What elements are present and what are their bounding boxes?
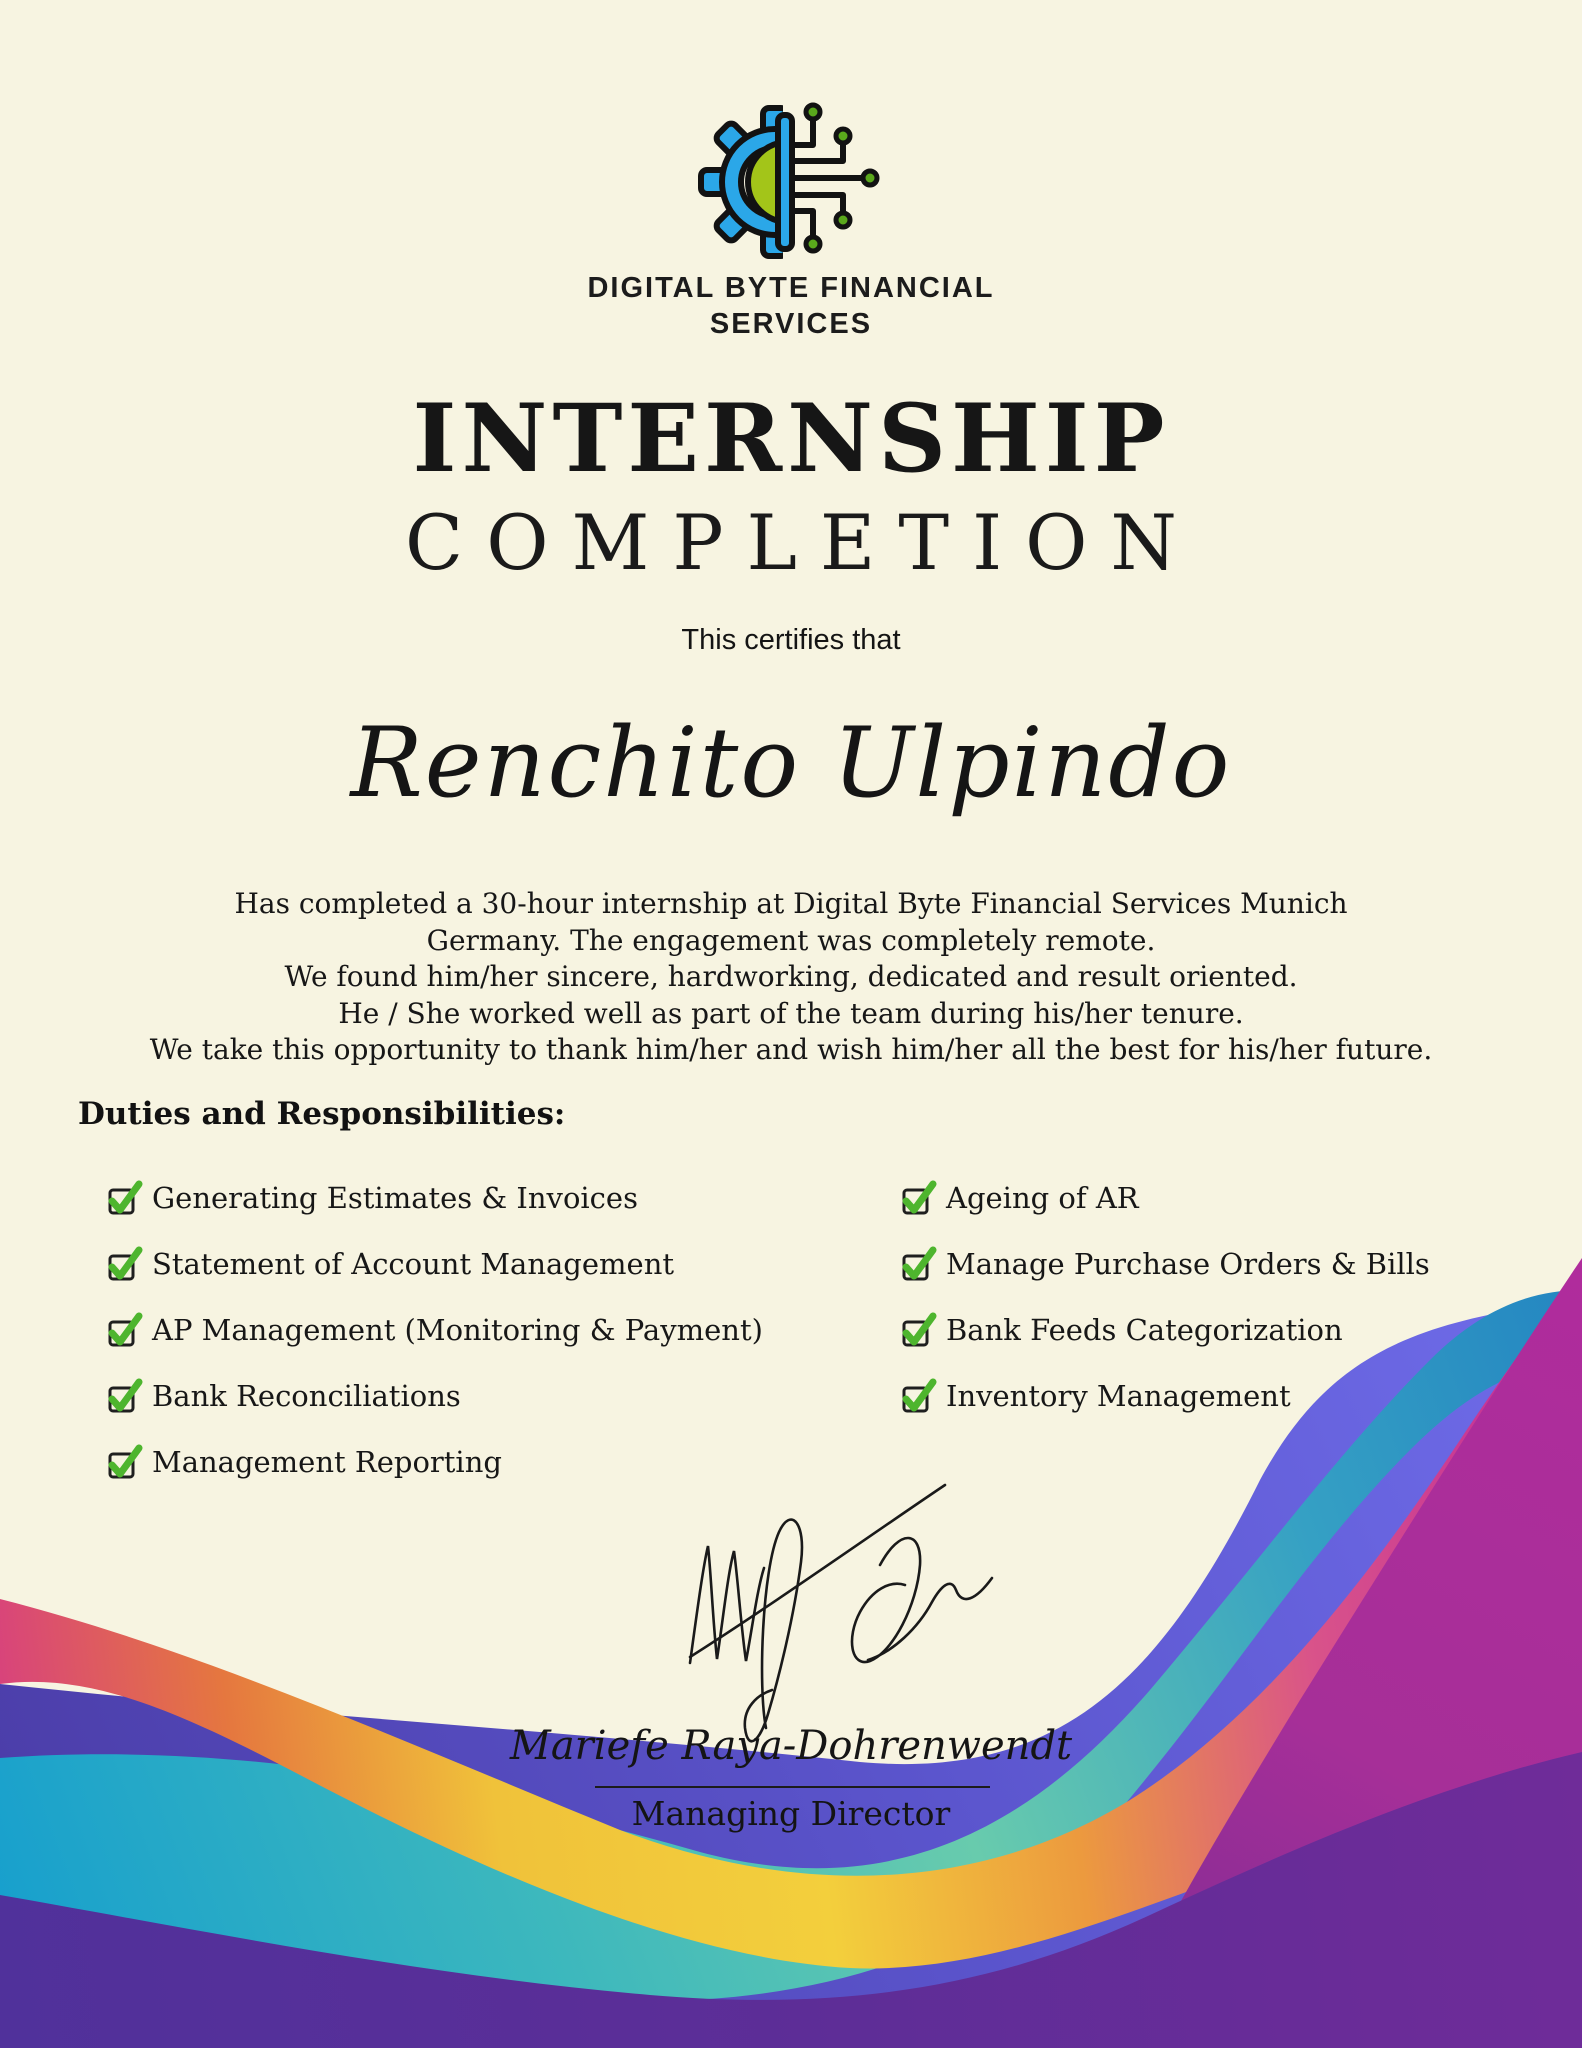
body-line: Germany. The engagement was completely remote.: [426, 923, 1156, 957]
gear-flat-bar: [778, 115, 792, 249]
duty-label: Manage Purchase Orders & Bills: [946, 1247, 1430, 1281]
duty-item: [900, 1244, 1430, 1284]
signature-scribble: [655, 1475, 995, 1760]
checkbox-checked-icon: [106, 1444, 146, 1484]
duty-label: Generating Estimates & Invoices: [152, 1181, 638, 1215]
duty-item: [106, 1178, 638, 1218]
body-paragraph: [60, 886, 1522, 1069]
signatory-role: Managing Director: [631, 1794, 951, 1833]
duty-label: AP Management (Monitoring & Payment): [152, 1313, 763, 1347]
body-line: We take this opportunity to thank him/her and wish him/her all the best for his/her future.: [149, 1033, 1433, 1066]
checkbox-checked-icon: [106, 1378, 146, 1418]
org-name-line2: SERVICES: [709, 308, 873, 340]
checkbox-checked-icon: [106, 1246, 146, 1286]
duty-item: [900, 1376, 1291, 1416]
duties-heading: Duties and Responsibilities:: [78, 1096, 566, 1132]
body-line: Has completed a 30-hour internship at Digital Byte Financial Services Munich: [234, 887, 1348, 920]
certificate-subtitle: COMPLETION: [405, 498, 1200, 587]
body-line: He / She worked well as part of the team during his/her tenure.: [338, 996, 1244, 1030]
checkbox-checked-icon: [106, 1180, 146, 1220]
duty-label: Management Reporting: [152, 1445, 502, 1479]
checkbox-checked-icon: [900, 1378, 940, 1418]
signature-underline: [595, 1786, 990, 1788]
duty-label: Ageing of AR: [946, 1181, 1139, 1215]
duty-label: Inventory Management: [946, 1379, 1291, 1413]
duty-label: Bank Feeds Categorization: [946, 1313, 1343, 1347]
duty-item: [106, 1442, 502, 1482]
certificate-title: INTERNSHIP: [412, 384, 1170, 494]
signatory-name: Mariefe Raya-Dohrenwendt: [509, 1723, 1073, 1769]
checkbox-checked-icon: [900, 1312, 940, 1352]
duty-label: Statement of Account Management: [152, 1247, 675, 1281]
checkbox-checked-icon: [900, 1246, 940, 1286]
checkbox-checked-icon: [106, 1312, 146, 1352]
company-logo: [695, 85, 885, 267]
checkbox-checked-icon: [900, 1180, 940, 1220]
org-name-line1: DIGITAL BYTE FINANCIAL: [587, 272, 995, 304]
body-line: We found him/her sincere, hardworking, dedicated and result oriented.: [284, 960, 1298, 993]
duty-item: [900, 1310, 1343, 1350]
duty-label: Bank Reconciliations: [152, 1379, 461, 1413]
recipient-name: Renchito Ulpindo: [350, 707, 1232, 819]
duty-item: [106, 1376, 461, 1416]
certify-line: This certifies that: [681, 624, 901, 656]
duty-item: [900, 1178, 1139, 1218]
duty-item: [106, 1310, 763, 1350]
duty-item: [106, 1244, 674, 1284]
